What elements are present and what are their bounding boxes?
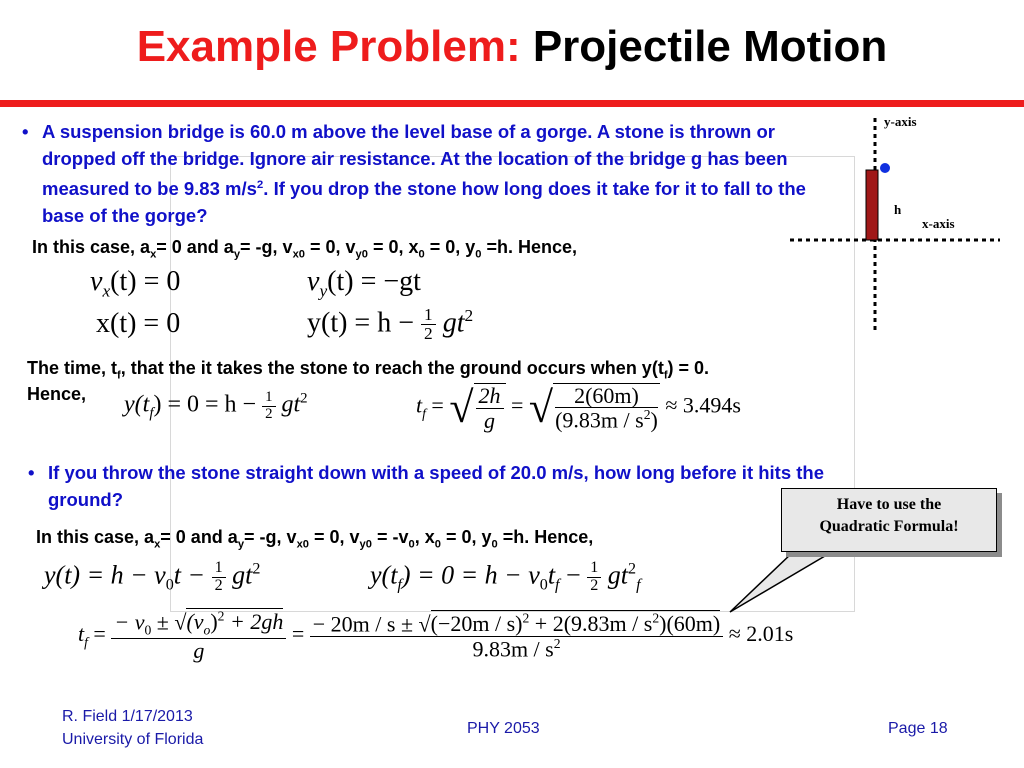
- callout-line-1: Have to use the: [836, 496, 942, 513]
- frac-num: 1: [262, 390, 275, 407]
- num-text: (−20m / s): [430, 611, 523, 637]
- num-sup: 2: [652, 611, 660, 627]
- time-text-part: , that the it takes the stone to reach the ground occurs when y(t: [120, 358, 664, 378]
- eq-sub: f: [397, 576, 402, 594]
- eq-sub: 0: [165, 576, 174, 594]
- callout-line-2: Quadratic Formula!: [819, 518, 959, 535]
- num-text: ): [210, 609, 218, 635]
- eq-tf-result: [416, 382, 741, 452]
- problem-1-text: A suspension bridge is 60.0 m above the level base of a gorge. A stone is thrown or dropped off the bridge. Ignore air resistance. At the location of the bridge g has been measured to be 9.83 m/s: [42, 121, 788, 200]
- eq-y: [307, 306, 473, 344]
- case-1-text: = 0, x: [367, 237, 419, 257]
- case-1-sub: 0: [475, 248, 482, 261]
- radical-sign: √: [528, 383, 554, 432]
- case-2-text: = 0 and a: [160, 527, 238, 547]
- frac-den: [555, 408, 658, 431]
- eq-text: −: [559, 560, 581, 590]
- eq-text: y(t) = h − v: [44, 560, 166, 590]
- frac-num: [111, 610, 286, 639]
- eq-text: y(t) = h −: [307, 307, 415, 339]
- fraction-half: [421, 306, 436, 343]
- num-text: − 20m / s ±: [312, 611, 419, 637]
- eq-text: y(t: [370, 560, 398, 590]
- problem-2-text: If you throw the stone straight down with a speed of 20.0 m/s, how long before it hits the ground?: [48, 462, 825, 510]
- eq-text: t: [416, 392, 423, 418]
- case-1-sub: y: [233, 248, 241, 261]
- eq-text: x(t) = 0: [96, 308, 181, 339]
- eq-text: ) = 0 = h −: [153, 391, 257, 418]
- fraction-numeric: [310, 612, 723, 660]
- sqrt-2: [529, 382, 660, 433]
- case-2-text: = -g, v: [244, 527, 297, 547]
- problem-1: [22, 119, 832, 229]
- fraction: [553, 383, 660, 432]
- num-sup: 2: [522, 611, 530, 627]
- eq-sub: 0: [539, 576, 548, 594]
- eq-symbol: v: [307, 266, 320, 297]
- case-2-sub: x: [154, 538, 161, 551]
- eq-result: ≈ 3.494s: [665, 392, 741, 418]
- eq-sub: y: [319, 281, 328, 301]
- eq-text: gt: [232, 560, 253, 590]
- fraction-half: [212, 560, 226, 595]
- frac-num: [310, 612, 723, 636]
- case-2-sub: 0: [434, 538, 441, 551]
- case-1-line: [32, 234, 577, 268]
- eq-sub: f: [555, 576, 560, 594]
- eq-sup: 2: [300, 390, 308, 407]
- eq-sub: x: [102, 281, 111, 301]
- frac-num: 1: [587, 560, 601, 578]
- frac-num: 2h: [476, 384, 504, 408]
- footer-author: R. Field 1/17/2013: [62, 708, 193, 725]
- num-text: (v: [186, 609, 204, 635]
- eq-text: (t) = −gt: [327, 266, 421, 297]
- radicand: [431, 610, 721, 636]
- radical-sign: √: [174, 609, 187, 635]
- eq-text: =: [431, 392, 444, 418]
- eq-result: ≈ 2.01s: [728, 621, 794, 647]
- eq-text: t: [78, 621, 85, 647]
- eq-sub: f: [84, 634, 88, 650]
- case-1-text: = 0, y: [424, 237, 476, 257]
- time-text-part: The time, t: [27, 358, 118, 378]
- case-1-sub: x: [150, 248, 157, 261]
- eq-text: (t) = 0: [110, 266, 181, 297]
- problem-1-text2: . If you drop the stone how long does it take for it to fall to the base of the gorge?: [42, 178, 806, 226]
- eq-y-throw-tf: [370, 560, 641, 595]
- radical-sign: √: [449, 383, 474, 432]
- eq-quadratic: [78, 610, 793, 662]
- eq-y-tf: [124, 390, 308, 422]
- eq-text: t: [547, 560, 556, 590]
- eq-text: gt: [442, 307, 465, 339]
- radical-sign: √: [418, 611, 431, 637]
- case-2-text: =h. Hence,: [497, 527, 594, 547]
- case-1-sub: 0: [418, 248, 425, 261]
- bridge-pillar: [866, 170, 878, 240]
- num-text: + 2gh: [224, 609, 284, 635]
- num-text: ±: [151, 609, 175, 635]
- case-2-text: = 0, y: [440, 527, 492, 547]
- frac-den: 2: [214, 576, 223, 594]
- footer-university: University of Florida: [62, 731, 204, 748]
- num-text: − v: [114, 609, 145, 635]
- den-sup: 2: [553, 635, 561, 651]
- stone-dot: [880, 163, 890, 173]
- den-text: 9.83m / s: [472, 635, 554, 661]
- x-axis-label: x-axis: [922, 216, 955, 231]
- eq-x: [96, 308, 180, 340]
- problem-2: [28, 460, 838, 513]
- frac-den: 2: [265, 405, 273, 422]
- page-title: [0, 22, 1024, 72]
- case-2-text: In this case, a: [36, 527, 155, 547]
- bullet: •: [28, 462, 35, 483]
- footer-page: Page 18: [888, 720, 948, 737]
- case-1-sub: x0: [292, 248, 305, 261]
- case-2-sub: y0: [359, 538, 372, 551]
- frac-den: 2: [590, 576, 599, 594]
- case-1-sub: y0: [355, 248, 368, 261]
- title-main: Projectile Motion: [520, 22, 888, 71]
- sqrt-1: [449, 382, 505, 433]
- eq-vy: [307, 266, 421, 302]
- case-2-sub: 0: [491, 538, 498, 551]
- eq-sup: 2: [628, 560, 637, 578]
- case-1-text: In this case, a: [32, 237, 151, 257]
- case-2-text: , x: [414, 527, 435, 547]
- eq-vx: [90, 266, 180, 302]
- frac-den: g: [484, 407, 495, 433]
- time-text-sub: f: [663, 369, 668, 382]
- frac-den: 2: [424, 324, 433, 344]
- case-2-text: = -v: [371, 527, 409, 547]
- case-1-text: =h. Hence,: [481, 237, 578, 257]
- den-text: (9.83m / s: [555, 407, 644, 433]
- problem-1-sup: 2: [256, 179, 264, 191]
- title-prefix: Example Problem:: [136, 22, 521, 71]
- frac-num: 1: [212, 560, 226, 578]
- eq-sup: 2: [643, 407, 651, 423]
- eq-text: ) = 0 = h − v: [401, 560, 540, 590]
- num-sub: o: [203, 622, 211, 638]
- eq-symbol: v: [90, 266, 103, 297]
- case-2-line: [36, 524, 593, 558]
- footer-left: [62, 705, 203, 751]
- eq-text: =: [291, 621, 305, 647]
- eq-text: gt: [281, 391, 301, 418]
- frac-num: 2(60m): [555, 384, 658, 408]
- bridge-diagram: [780, 110, 1024, 340]
- fraction-half: [262, 390, 275, 422]
- case-1-text: = -g, v: [240, 237, 293, 257]
- fraction: [474, 383, 506, 431]
- num-text: + 2(9.83m / s: [529, 611, 653, 637]
- eq-text: gt: [607, 560, 628, 590]
- hence-label: Hence,: [27, 384, 87, 404]
- footer-course: PHY 2053: [467, 720, 540, 737]
- fraction-quadratic: [111, 610, 286, 662]
- case-1-text: = 0, v: [304, 237, 356, 257]
- eq-text: =: [511, 392, 524, 418]
- bullet: •: [22, 121, 29, 142]
- case-2-sub: y: [237, 538, 245, 551]
- case-2-text: = 0, v: [308, 527, 360, 547]
- callout-box: [781, 488, 997, 552]
- frac-num: 1: [421, 306, 436, 325]
- time-text-sub: f: [117, 369, 121, 382]
- num-sup: 2: [217, 609, 225, 624]
- den-text: ): [650, 407, 658, 433]
- title-rule: [0, 100, 1024, 107]
- fraction-half: [587, 560, 601, 595]
- case-2-sub: 0: [408, 538, 415, 551]
- case-1-text: = 0 and a: [156, 237, 234, 257]
- num-text: )(60m): [659, 611, 721, 637]
- frac-den: [310, 637, 723, 660]
- eq-text: =: [93, 621, 106, 647]
- eq-sub: f: [149, 405, 154, 422]
- case-2-sub: x0: [296, 538, 309, 551]
- eq-text: t −: [173, 560, 206, 590]
- hence-text: [27, 381, 86, 407]
- eq-sup: 2: [252, 560, 261, 578]
- h-label: h: [894, 202, 902, 217]
- frac-den: g: [193, 638, 205, 664]
- num-sub: 0: [144, 622, 152, 638]
- eq-sup: 2: [464, 306, 474, 325]
- eq-sub: f: [422, 405, 426, 421]
- radicand: [186, 608, 284, 638]
- y-axis-label: y-axis: [884, 114, 917, 129]
- eq-y-throw: [44, 560, 260, 595]
- eq-text: y(t: [124, 391, 150, 418]
- eq-sub: f: [636, 576, 641, 594]
- time-text-part: ) = 0.: [667, 358, 710, 378]
- callout-pointer: [720, 540, 870, 620]
